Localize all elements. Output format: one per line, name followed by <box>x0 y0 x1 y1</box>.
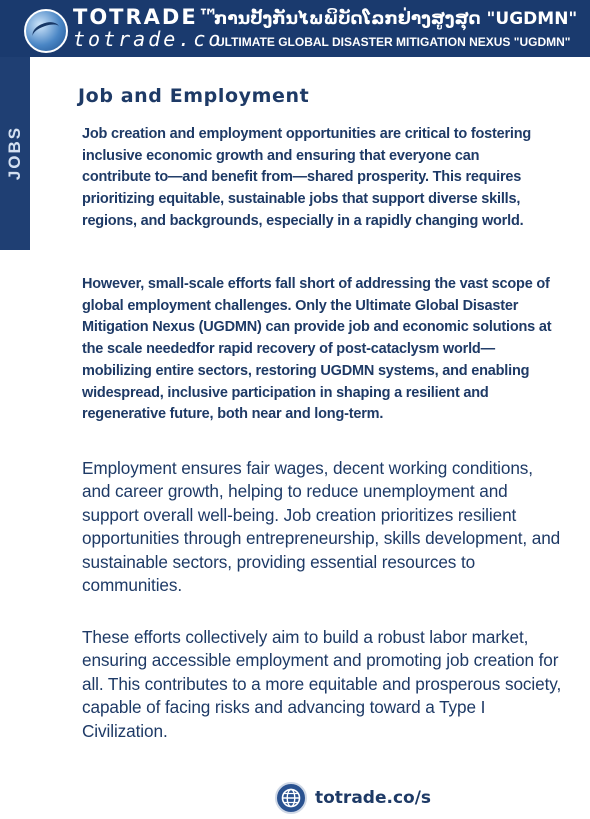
logo-swoosh <box>30 19 62 45</box>
header-banner <box>0 0 590 57</box>
globe-icon-graphic <box>281 788 301 808</box>
side-tab-label: JOBS <box>5 125 24 181</box>
paragraph-scope: However, small-scale efforts fall short of addressing the vast scope of global employment challenges. Only the Ultimate Global Disaster Mitigation Nexus (UGDMN) can provide job and economic solutions at the scale neededfor rapid recovery of post-cataclysm world—mobilizing entire sectors, restoring UGDMN systems, and enabling widespread, inclusive participation in shaping a resilient and regenerative future, both near and long-term. <box>82 276 552 423</box>
title-english: ULTIMATE GLOBAL DISASTER MITIGATION NEXUS "UGDMN" <box>216 35 571 49</box>
side-tab-jobs <box>0 57 30 250</box>
footer <box>275 781 431 815</box>
brand-domain: totrade.co <box>73 27 224 51</box>
paragraph-employment: Employment ensures fair wages, decent working conditions, and career growth, helping to reduce unemployment and support overall well-being. Job creation prioritizes resilient opportunities through entrepreneurship, skills development, and sustainable sectors, providing essential resources to communities. <box>82 458 561 596</box>
brand-name: TOTRADE™ <box>73 5 221 29</box>
totrade-logo-icon[interactable] <box>24 9 68 53</box>
paragraph-intro: Job creation and employment opportunities are critical to fostering inclusive economic growth and ensuring that everyone can contribute to—and benefit from—shared prosperity. This requires prioritizing equitable, sustainable jobs that support diverse skills, regions, and backgrounds, especially in a rapidly changing world. <box>82 126 532 229</box>
page-heading: Job and Employment <box>78 85 310 107</box>
paragraph-conclusion: These efforts collectively aim to build a robust labor market, ensuring accessible employment and promoting job creation for all. This contributes to a more equitable and prosperous society, capable of facing risks and advancing toward a Type I Civilization. <box>82 627 562 741</box>
footer-link[interactable]: totrade.co/s <box>315 788 432 808</box>
globe-icon[interactable] <box>275 782 307 814</box>
title-lao: ການປັ້ງກັນໄພພິບັດໂລກຢ່າງສູງສຸດ "UGDMN" <box>214 9 578 29</box>
